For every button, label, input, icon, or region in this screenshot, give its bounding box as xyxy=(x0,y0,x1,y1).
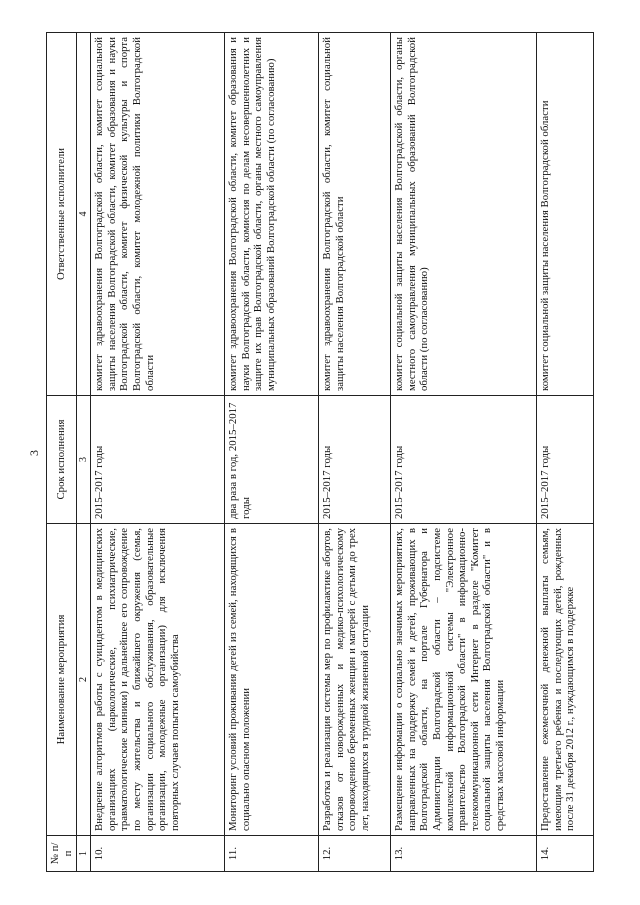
header-num: № п/п xyxy=(47,836,77,872)
execution-term: 2015–2017 годы xyxy=(537,396,594,524)
responsible-executors: комитет здравоохранения Волгоградской области, комитет социальной защиты населения Волгоградской области, комитет образования и науки Волгоградской области, комитет физической культуры и спорта Волгоградской области, комитет молодежной политики Волгоградской области xyxy=(91,33,225,396)
measures-table xyxy=(46,32,594,872)
row-number: 14. xyxy=(537,836,594,872)
row-number: 13. xyxy=(391,836,537,872)
row-number: 10. xyxy=(91,836,225,872)
column-number: 1 xyxy=(77,836,91,872)
responsible-executors: комитет социальной защиты населения Волгоградской области xyxy=(537,33,594,396)
header-term: Срок исполнения xyxy=(47,396,77,524)
header-name: Наименование мероприятия xyxy=(47,524,77,836)
measure-name: Предоставление ежемесячной денежной выплаты семьям, имеющим третьего ребенка и последующих детей, рожденных после 31 декабря 2012 г., нуждающимся в поддержке xyxy=(537,524,594,836)
header-executors: Ответственные исполнители xyxy=(47,33,77,396)
page-number: 3 xyxy=(27,450,41,456)
table-row xyxy=(319,33,391,872)
table-row xyxy=(91,33,225,872)
table-row xyxy=(537,33,594,872)
table-row xyxy=(391,33,537,872)
measure-name: Разработка и реализация системы мер по профилактике абортов, отказов от новорожденных и медико-психологическому сопровождению беременных женщин и матерей с детьми до трех лет, находящихся в трудной жизненной ситуации xyxy=(319,524,391,836)
column-number: 2 xyxy=(77,524,91,836)
row-number: 11. xyxy=(225,836,319,872)
execution-term: 2015–2017 годы xyxy=(91,396,225,524)
execution-term: 2015–2017 годы xyxy=(391,396,537,524)
column-number-row xyxy=(77,33,91,872)
rotated-table-sheet xyxy=(46,32,594,872)
execution-term: 2015–2017 годы xyxy=(319,396,391,524)
column-number: 3 xyxy=(77,396,91,524)
measure-name: Мониторинг условий проживания детей из семей, находящихся в социально опасном положении xyxy=(225,524,319,836)
table-header-row xyxy=(47,33,77,872)
measure-name: Внедрение алгоритмов работы с суицидентом в медицинских организациях (наркологические, психиатрические, травматологические клиники) и дальнейшее его сопровождение по месту жительства и ближайшего окружения (семья, организации социального обслуживания, образовательные организации, молодежные организации) для исключения повторных случаев попытки самоубийства xyxy=(91,524,225,836)
table-row xyxy=(225,33,319,872)
row-number: 12. xyxy=(319,836,391,872)
column-number: 4 xyxy=(77,33,91,396)
responsible-executors: комитет здравоохранения Волгоградской области, комитет социальной защиты населения Волгоградской области xyxy=(319,33,391,396)
execution-term: два раза в год, 2015–2017 годы xyxy=(225,396,319,524)
measure-name: Размещение информации о социально значимых мероприятиях, направленных на поддержку семей и детей, проживающих в Волгоградской области, на портале Губернатора и Администрации Волгоградской области – подсистеме комплексной информационной системы "Электронное правительство Волгоградской области" в информационно-телекоммуникационной сети Интернет в разделе "Комитет социальной защиты населения Волгоградской области" и в средствах массовой информации xyxy=(391,524,537,836)
responsible-executors: комитет здравоохранения Волгоградской области, комитет образования и науки Волгоградской области, комиссия по делам несовершеннолетних и защите их прав Волгоградской области, органы местного самоуправления муниципальных образований Волгоградской области (по согласованию) xyxy=(225,33,319,396)
responsible-executors: комитет социальной защиты населения Волгоградской области, органы местного самоуправления муниципальных образований Волгоградской области (по согласованию) xyxy=(391,33,537,396)
